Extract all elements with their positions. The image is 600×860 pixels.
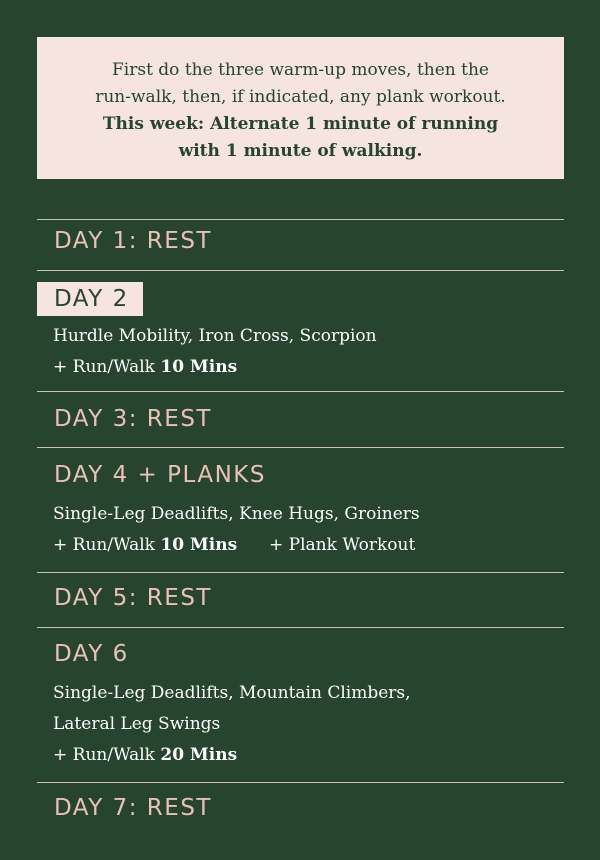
day-4-moves: Single-Leg Deadlifts, Knee Hugs, Groiners — [53, 504, 420, 524]
day-1-heading: DAY 1: REST — [54, 228, 212, 254]
run-prefix: + Run/Walk — [53, 535, 161, 555]
day-4-heading: DAY 4 + PLANKS — [54, 462, 266, 488]
day-6-moves-1: Single-Leg Deadlifts, Mountain Climbers, — [53, 683, 411, 703]
divider — [37, 627, 564, 628]
day-6-heading: DAY 6 — [54, 641, 129, 667]
divider — [37, 572, 564, 573]
intro-bold-line-2: with 1 minute of walking. — [178, 141, 423, 161]
divider — [37, 391, 564, 392]
intro-bold-line-1: This week: Alternate 1 minute of running — [102, 114, 499, 134]
day-5-heading: DAY 5: REST — [54, 585, 212, 611]
intro-card — [37, 37, 564, 179]
day-6-run — [53, 745, 237, 765]
run-time: 10 Mins — [160, 535, 238, 555]
day-7-heading: DAY 7: REST — [54, 795, 212, 821]
run-prefix: + Run/Walk — [53, 745, 161, 765]
run-time: 10 Mins — [160, 357, 238, 377]
day-6-moves-2: Lateral Leg Swings — [53, 714, 221, 734]
day-2-moves: Hurdle Mobility, Iron Cross, Scorpion — [53, 326, 377, 346]
divider — [37, 270, 564, 271]
run-time: 20 Mins — [160, 745, 238, 765]
divider — [37, 782, 564, 783]
day-2-heading: DAY 2 — [37, 282, 143, 316]
day-4-run — [53, 535, 237, 555]
run-prefix: + Run/Walk — [53, 357, 161, 377]
divider — [37, 219, 564, 220]
intro-line-1: First do the three warm-up moves, then the — [111, 60, 489, 80]
day-2-run — [53, 357, 237, 377]
day-3-heading: DAY 3: REST — [54, 406, 212, 432]
day-4-plank: + Plank Workout — [269, 535, 416, 555]
intro-line-2: run-walk, then, if indicated, any plank workout. — [95, 87, 506, 107]
divider — [37, 447, 564, 448]
